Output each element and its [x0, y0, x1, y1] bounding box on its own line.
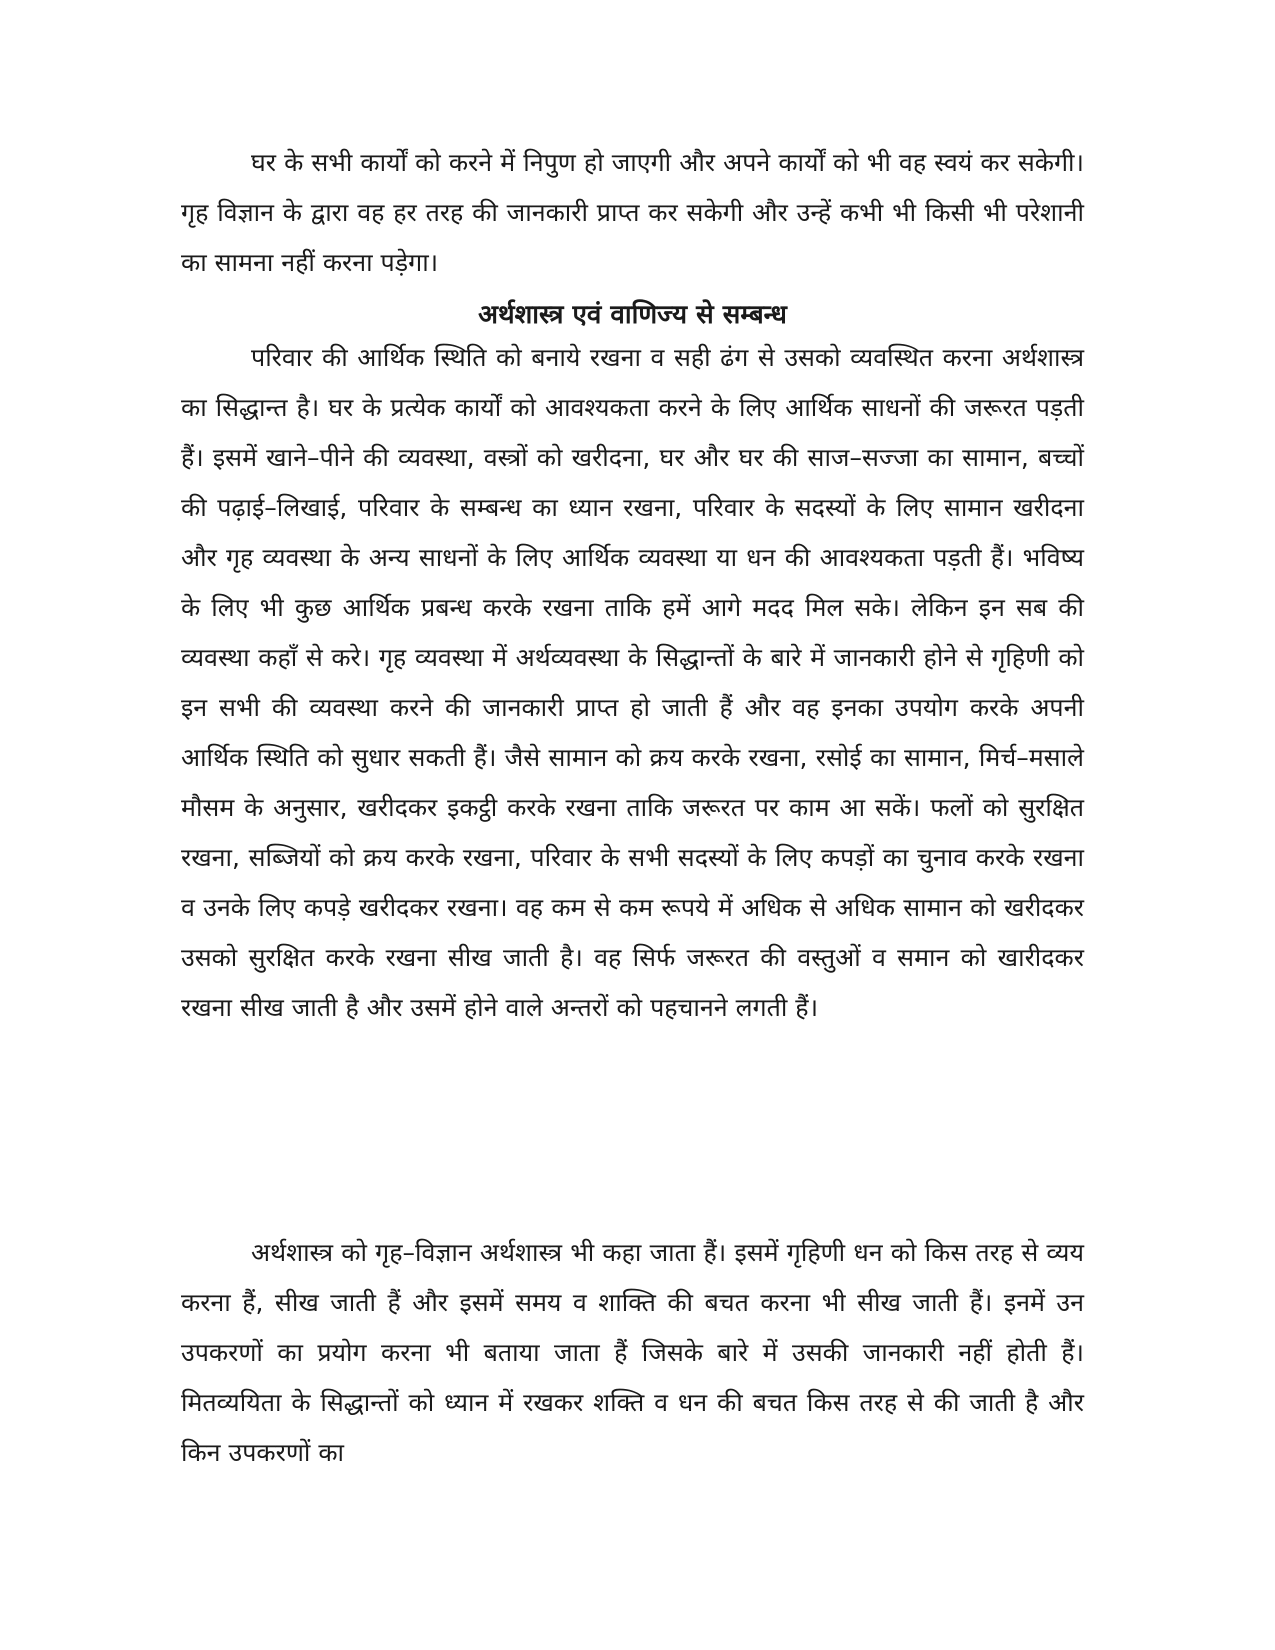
paragraph-continuation: घर के सभी कार्यों को करने में निपुण हो जाएगी और अपने कार्यों को भी वह स्वयं कर सकेगी। गृह विज्ञान के द्वारा वह हर तरह की जानकारी प्राप्त कर सकेगी और उन्हें कभी भी किसी भी परेशानी का सामना नहीं करना पड़ेगा। — [181, 148, 1084, 277]
section-heading: अर्थशास्त्र एवं वाणिज्य से सम्बन्ध — [478, 300, 787, 330]
paragraph-economics: परिवार की आर्थिक स्थिति को बनाये रखना व सही ढंग से उसको व्यवस्थित करना अर्थशास्त्र का सिद्धान्त है। घर के प्रत्येक कार्यों को आवश्यकता करने के लिए आर्थिक साधनों की जरूरत पड़ती हैं। इसमें खाने–पीने की व्यवस्था, वस्त्रों को खरीदना, घर और घर की साज–सज्जा का सामान, बच्चों की पढ़ाई–लिखाई, परिवार के सम्बन्ध का ध्यान रखना, परिवार के सदस्यों के लिए सामान खरीदना और गृह व्यवस्था के अन्य साधनों के लिए आर्थिक व्यवस्था या धन की आवश्यकता पड़ती हैं। भविष्य के लिए भी कुछ आर्थिक प्रबन्ध करके रखना ताकि हमें आगे मदद मिल सके। लेकिन इन सब की व्यवस्था कहाँ से करे। गृह व्यवस्था में अर्थव्यवस्था के सिद्धान्तों के बारे में जानकारी होने से गृहिणी को इन सभी की व्यवस्था करने की जानकारी प्राप्त हो जाती हैं और वह इनका उपयोग करके अपनी आर्थिक स्थिति को सुधार सकती हैं। जैसे सामान को क्रय करके रखना, रसोई का सामान, मिर्च–मसाले मौसम के अनुसार, खरीदकर इकट्ठी करके रखना ताकि जरूरत पर काम आ सकें। फलों को सुरक्षित रखना, सब्जियों को क्रय करके रखना, परिवार के सभी सदस्यों के लिए कपड़ों का चुनाव करके रखना व उनके लिए कपड़े खरीदकर रखना। वह कम से कम रूपये में अधिक से अधिक सामान को खरीदकर उसको सुरक्षित करके रखना सीख जाती है। वह सिर्फ जरूरत की वस्तुओं व समान को खारीदकर रखना सीख जाती है और उसमें होने वाले अन्तरों को पहचानने लगती हैं। — [181, 343, 1084, 1022]
paragraph-home-science-economics: अर्थशास्त्र को गृह–विज्ञान अर्थशास्त्र भी कहा जाता हैं। इसमें गृहिणी धन को किस तरह से व्यय करना हैं, सीख जाती हैं और इसमें समय व शाक्ति की बचत करना भी सीख जाती हैं। इनमें उन उपकरणों का प्रयोग करना भी बताया जाता हैं जिसके बारे में उसकी जानकारी नहीं होती हैं। मितव्ययिता के सिद्धान्तों को ध्यान में रखकर शक्ति व धन की बचत किस तरह से की जाती है और किन उपकरणों का — [181, 1238, 1084, 1467]
